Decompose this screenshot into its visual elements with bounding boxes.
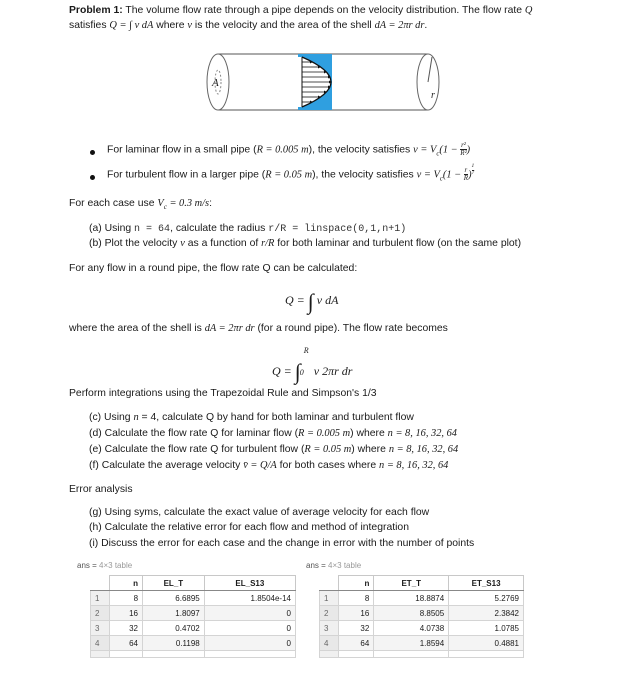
part-label: (f) bbox=[89, 460, 99, 471]
part-text: , calculate the radius bbox=[170, 223, 269, 234]
part-i bbox=[89, 538, 474, 549]
perform-text: Perform integrations using the Trapezoidal Rule and Simpson's 1/3 bbox=[69, 388, 377, 399]
lower-limit: 0 bbox=[299, 368, 304, 377]
part-text: ) where bbox=[351, 444, 389, 455]
problem-intro-line-2 bbox=[69, 20, 427, 31]
definite-integral bbox=[294, 346, 311, 384]
math-values: = 8, 16, 32, 64 bbox=[384, 460, 449, 471]
part-text: ) where bbox=[350, 428, 388, 439]
equation-flow-rate bbox=[285, 289, 338, 315]
part-label: (a) bbox=[89, 223, 102, 234]
part-d bbox=[89, 428, 457, 439]
part-text: = 4, calculate Q by hand for both laminar and turbulent flow bbox=[138, 412, 414, 423]
part-label: (b) bbox=[89, 238, 102, 249]
row-index: 4 bbox=[91, 636, 110, 651]
part-label: (h) bbox=[89, 522, 102, 533]
part-label: (g) bbox=[89, 507, 102, 518]
cell-EL_T: 6.6895 bbox=[143, 591, 205, 606]
math-avg-velocity: v̄ = Q/A bbox=[243, 460, 277, 471]
intro-text: is the velocity and the area of the shell bbox=[192, 20, 375, 31]
code-n: n = 64 bbox=[134, 224, 171, 235]
cell-ET_S13: 2.3842 bbox=[449, 606, 524, 621]
bullet-dot bbox=[90, 150, 95, 155]
part-h bbox=[89, 522, 409, 533]
cell-EL_T: 1.8097 bbox=[143, 606, 205, 621]
math-radius: R = 0.05 m bbox=[304, 444, 352, 455]
each-case-line bbox=[69, 198, 212, 211]
math-values: = 8, 16, 32, 64 bbox=[392, 428, 458, 439]
math-radius: R = 0.005 m bbox=[256, 144, 309, 156]
figure-label-r: r bbox=[431, 90, 435, 101]
header-n: n bbox=[110, 576, 143, 591]
math-values: = 8, 16, 32, 64 bbox=[394, 444, 459, 455]
bullet-text: For laminar flow in a small pipe ( bbox=[107, 144, 257, 156]
shell-text: (for a round pipe). The flow rate becomes bbox=[254, 323, 448, 334]
problem-label: Problem 1: bbox=[69, 5, 123, 16]
math-value: = 0.3 m/s bbox=[166, 198, 210, 209]
eq-rhs: v dA bbox=[316, 293, 339, 307]
part-text: for both cases where bbox=[276, 460, 380, 471]
ans-label: ans = bbox=[77, 561, 97, 570]
header-EL_T: EL_T bbox=[143, 576, 205, 591]
integral-sign: ∫ bbox=[294, 359, 301, 384]
part-text: for both laminar and turbulent flow (on the same plot) bbox=[274, 238, 522, 249]
bullet-dot bbox=[90, 175, 95, 180]
intro-text: The volume flow rate through a pipe depends on the velocity distribution. The flow rate bbox=[122, 5, 525, 16]
cell-ET_T: 8.8505 bbox=[374, 606, 449, 621]
part-label: (d) bbox=[89, 428, 102, 439]
cell-ET_T: 1.8594 bbox=[374, 636, 449, 651]
math-n: n bbox=[388, 444, 395, 455]
part-text: Calculate the flow rate Q for laminar flow ( bbox=[101, 428, 299, 439]
upper-limit: R bbox=[303, 346, 309, 355]
row-index: 2 bbox=[320, 606, 339, 621]
math-dA: dA = 2πr dr bbox=[374, 20, 425, 31]
table-header-row bbox=[320, 576, 524, 591]
ans-caption-left bbox=[77, 561, 132, 570]
table-row bbox=[91, 621, 296, 636]
results-table-turbulent bbox=[319, 575, 524, 658]
bullet-turbulent bbox=[107, 163, 475, 186]
cell-ET_S13: 5.2769 bbox=[449, 591, 524, 606]
intro-text: . bbox=[424, 20, 428, 31]
pipe-diagram bbox=[200, 48, 450, 116]
part-f bbox=[89, 460, 448, 471]
cell-ET_S13: 0.4881 bbox=[449, 636, 524, 651]
table-row bbox=[320, 591, 524, 606]
cell-EL_S13: 0 bbox=[204, 621, 295, 636]
cell-n: 32 bbox=[110, 621, 143, 636]
intro-text: where bbox=[153, 20, 188, 31]
part-text: Using bbox=[101, 223, 135, 234]
eq-rhs: v 2πr dr bbox=[313, 364, 353, 378]
corner-cell bbox=[320, 576, 339, 591]
cell-EL_S13: 0 bbox=[204, 636, 295, 651]
cell-EL_T: 0.1198 bbox=[143, 636, 205, 651]
cell-EL_S13: 0 bbox=[204, 606, 295, 621]
intro-text: satisfies bbox=[69, 20, 110, 31]
eq-lhs: Q = bbox=[285, 293, 305, 307]
part-b bbox=[89, 238, 521, 249]
math-v: v bbox=[187, 20, 193, 31]
problem-intro-line-1 bbox=[69, 5, 532, 16]
exp-den: 7 bbox=[471, 169, 475, 176]
table-size: 4×3 table bbox=[328, 561, 362, 570]
cell-n: 8 bbox=[339, 591, 374, 606]
part-text: Calculate the average velocity bbox=[98, 460, 244, 471]
header-ET_T: ET_T bbox=[374, 576, 449, 591]
equation-flow-rate-definite bbox=[272, 346, 353, 384]
results-table-laminar bbox=[90, 575, 296, 658]
math-Q: Q bbox=[524, 5, 533, 16]
bullet-laminar bbox=[107, 142, 470, 161]
math-dA: dA = 2πr dr bbox=[204, 323, 255, 334]
header-ET_S13: ET_S13 bbox=[449, 576, 524, 591]
cell-n: 8 bbox=[110, 591, 143, 606]
part-label: (e) bbox=[89, 444, 102, 455]
cell-n: 16 bbox=[339, 606, 374, 621]
math-n: n bbox=[379, 460, 385, 471]
part-text: Plot the velocity bbox=[101, 238, 181, 249]
exponent bbox=[472, 164, 475, 176]
math-Vc: V bbox=[157, 198, 164, 209]
table-filler-row bbox=[91, 651, 296, 658]
math-velocity: v = V bbox=[413, 144, 437, 156]
part-g bbox=[89, 507, 429, 518]
frac-num: r bbox=[464, 166, 468, 174]
math-rR: r/R bbox=[261, 238, 275, 249]
shell-text: where the area of the shell is bbox=[69, 323, 205, 334]
shell-line bbox=[69, 323, 448, 334]
ans-caption-right bbox=[306, 561, 361, 570]
math-close: ) bbox=[466, 144, 471, 156]
table-row bbox=[320, 606, 524, 621]
row-index: 3 bbox=[320, 621, 339, 636]
part-text: as a function of bbox=[184, 238, 262, 249]
table-row bbox=[91, 591, 296, 606]
integral-sign: ∫ bbox=[307, 289, 314, 314]
math-v: v bbox=[180, 238, 185, 249]
row-index: 3 bbox=[91, 621, 110, 636]
row-index: 1 bbox=[91, 591, 110, 606]
frac-num: r² bbox=[461, 141, 466, 149]
part-text: Using syms, calculate the exact value of average velocity for each flow bbox=[101, 507, 430, 518]
math-tail: (1 − bbox=[442, 169, 464, 181]
frac-den: R² bbox=[460, 149, 467, 157]
eq-lhs: Q = bbox=[272, 364, 292, 378]
math-velocity: v = V bbox=[416, 169, 440, 181]
table-header-row bbox=[91, 576, 296, 591]
cell-EL_S13: 1.8504e-14 bbox=[204, 591, 295, 606]
header-n: n bbox=[339, 576, 374, 591]
corner-cell bbox=[91, 576, 110, 591]
math-radius: R = 0.05 m bbox=[265, 169, 313, 181]
cell-ET_T: 4.0738 bbox=[374, 621, 449, 636]
cell-n: 16 bbox=[110, 606, 143, 621]
math-flow-rate: Q = ∫ v dA bbox=[109, 20, 154, 31]
cell-ET_T: 18.8874 bbox=[374, 591, 449, 606]
figure-label-A: A bbox=[212, 77, 219, 89]
table-row bbox=[91, 636, 296, 651]
table-size: 4×3 table bbox=[99, 561, 133, 570]
math-radius: R = 0.005 m bbox=[298, 428, 351, 439]
part-e bbox=[89, 444, 458, 455]
table-row bbox=[320, 636, 524, 651]
math-close: ) bbox=[468, 169, 472, 181]
ans-label: ans = bbox=[306, 561, 326, 570]
row-index: 4 bbox=[320, 636, 339, 651]
part-label: (c) bbox=[89, 412, 102, 423]
table-row bbox=[91, 606, 296, 621]
cell-n: 32 bbox=[339, 621, 374, 636]
math-n: n bbox=[387, 428, 393, 439]
colon: : bbox=[209, 198, 212, 209]
part-a bbox=[89, 223, 406, 235]
exp-num: 1 bbox=[471, 163, 475, 169]
bullet-text: ), the velocity satisfies bbox=[312, 169, 417, 181]
cell-n: 64 bbox=[110, 636, 143, 651]
part-text: Discuss the error for each case and the change in error with the number of points bbox=[98, 538, 475, 549]
cell-ET_S13: 1.0785 bbox=[449, 621, 524, 636]
part-text: Calculate the flow rate Q for turbulent flow ( bbox=[101, 444, 305, 455]
part-text: Using bbox=[101, 412, 134, 423]
part-text: Calculate the relative error for each flow and method of integration bbox=[101, 522, 409, 533]
row-index: 2 bbox=[91, 606, 110, 621]
any-flow-text: For any flow in a round pipe, the flow rate Q can be calculated: bbox=[69, 263, 358, 274]
row-index: 1 bbox=[320, 591, 339, 606]
table-row bbox=[320, 621, 524, 636]
each-case-text: For each case use bbox=[69, 198, 158, 209]
math-sub: c bbox=[439, 174, 443, 183]
math-tail: (1 − bbox=[439, 144, 461, 156]
bullet-text: For turbulent flow in a larger pipe ( bbox=[107, 169, 266, 181]
part-c bbox=[89, 412, 414, 423]
math-n: n bbox=[133, 412, 139, 423]
table-filler-row bbox=[320, 651, 524, 658]
part-label: (i) bbox=[89, 538, 99, 549]
code-linspace: r/R = linspace(0,1,n+1) bbox=[268, 224, 407, 235]
header-EL_S13: EL_S13 bbox=[204, 576, 295, 591]
bullet-text: ), the velocity satisfies bbox=[308, 144, 414, 156]
cell-EL_T: 0.4702 bbox=[143, 621, 205, 636]
error-analysis-heading: Error analysis bbox=[69, 484, 133, 495]
math-sub: c bbox=[163, 203, 167, 212]
cell-n: 64 bbox=[339, 636, 374, 651]
frac-den: R bbox=[463, 174, 469, 182]
math-sub: c bbox=[436, 149, 440, 158]
